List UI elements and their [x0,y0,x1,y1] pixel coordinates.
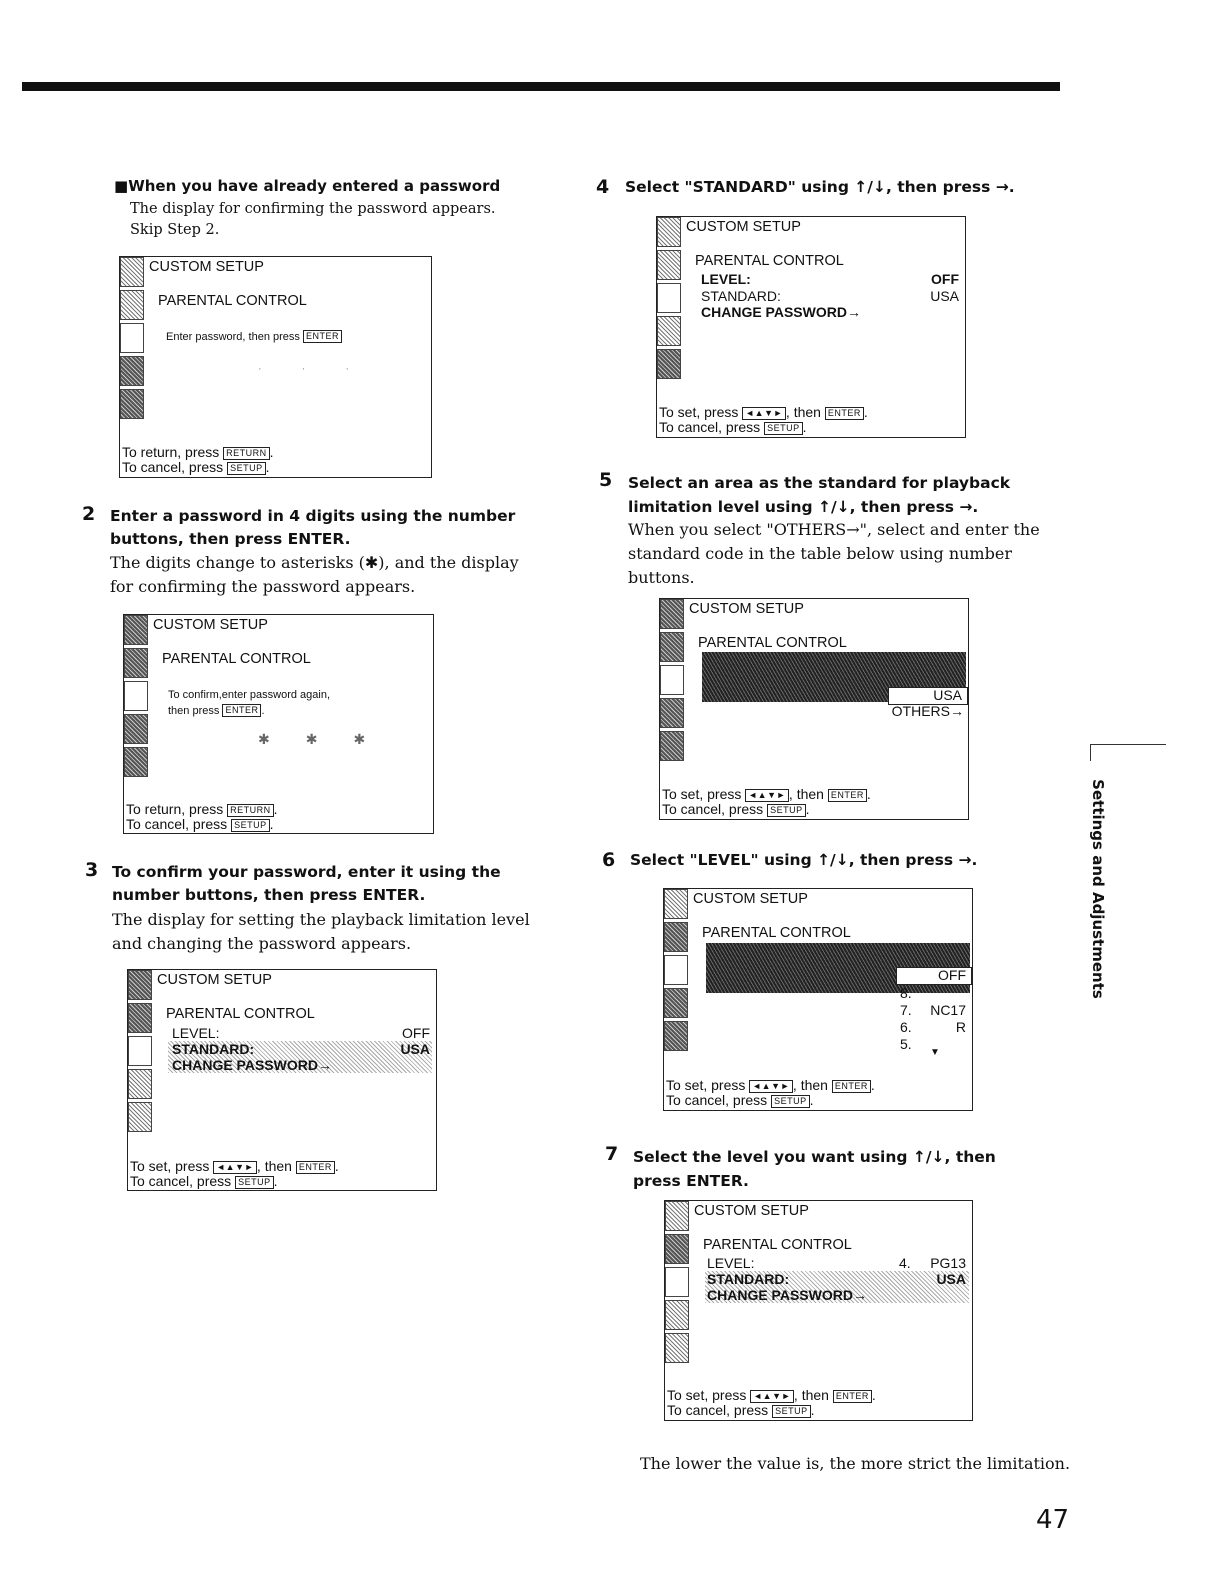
bullet: ■ [114,177,129,195]
osd-icon [124,615,148,645]
setup-key-icon: SETUP [227,462,266,475]
osd-change-password: CHANGE PASSWORD→ [701,304,861,320]
subheading [114,177,500,195]
osd-icon [120,389,144,419]
osd-footer-cancel: To cancel, press SETUP . [122,459,270,475]
osd-prompt: Enter password, then press ENTER [166,329,342,345]
osd-level-label: LEVEL: [172,1025,220,1041]
arrow-keys-icon: ◄▲▼► [742,407,786,420]
osd-icon [128,1036,152,1066]
osd-asterisks: ✱✱✱ [258,731,402,747]
osd-screen-select-standard [656,216,966,438]
osd-level-value: PG13 [930,1255,966,1271]
note-text: The lower the value is, the more strict the limitation. [640,1454,1071,1473]
osd-level-value: OFF [402,1025,430,1041]
osd-level-number: 4. [899,1255,911,1271]
step-heading: Select an area as the standard for playback limitation level using ↑/↓, then press →. [628,474,1011,516]
step-number: 4 [596,176,610,198]
osd-footer-return: To return, press RETURN . [126,801,278,817]
osd-level-8: 8. [900,985,912,1001]
osd-title: CUSTOM SETUP [153,617,268,633]
osd-icon [120,323,144,353]
enter-key-icon: ENTER [832,1080,871,1093]
osd-change-password: CHANGE PASSWORD→ [707,1287,867,1303]
enter-key-icon: ENTER [222,704,261,717]
enter-key-icon: ENTER [296,1161,335,1174]
osd-prompt-line2: then press ENTER . [168,705,265,717]
osd-icon [664,955,688,985]
enter-key-icon: ENTER [828,789,867,802]
osd-option-usa: USA [933,687,962,703]
osd-title: CUSTOM SETUP [157,972,272,988]
arrow-keys-icon: ◄▲▼► [749,1080,793,1093]
intro-text: The display for confirming the password appears. Skip Step 2. [130,201,496,238]
osd-icon [657,217,681,247]
osd-icon [128,1003,152,1033]
osd-icon [128,970,152,1000]
step-number: 7 [605,1143,619,1165]
return-key-icon: RETURN [223,447,270,460]
osd-icon [665,1234,689,1264]
osd-standard-label: STANDARD: [172,1041,255,1057]
step-number: 6 [602,849,616,871]
osd-icon [665,1267,689,1297]
osd-screen-password-confirm [123,614,434,834]
enter-key-icon: ENTER [825,407,864,420]
step-heading: Enter a password in 4 digits using the number buttons, then press ENTER. [110,507,516,548]
osd-footer-set: To set, press ◄▲▼► , then ENTER . [667,1387,876,1403]
enter-key-icon: ENTER [833,1390,872,1403]
setup-key-icon: SETUP [235,1176,274,1189]
osd-screen-parental-menu [127,969,437,1191]
osd-footer-return: To return, press RETURN . [122,444,274,460]
osd-icon [657,349,681,379]
arrow-keys-icon: ◄▲▼► [750,1390,794,1403]
osd-screen-password-entry [119,256,432,478]
osd-footer-set: To set, press ◄▲▼► , then ENTER . [662,786,871,802]
osd-screen-standard-options [659,598,969,820]
osd-icon-column [664,889,688,1054]
step-heading: Select "STANDARD" using ↑/↓, then press →. [625,178,1015,196]
osd-icon [124,681,148,711]
step-body: The display for setting the playback limitation level and changing the password appears. [112,910,530,953]
step-heading: Select the level you want using ↑/↓, then press ENTER. [633,1148,996,1190]
osd-icon [660,665,684,695]
osd-icon [128,1102,152,1132]
osd-standard-value: USA [936,1271,966,1287]
osd-standard-value: USA [930,288,959,304]
setup-key-icon: SETUP [771,1095,810,1108]
osd-icon [124,747,148,777]
osd-title: CUSTOM SETUP [689,601,804,617]
osd-icon [664,889,688,919]
osd-level-label: LEVEL: [707,1255,755,1271]
step-heading: Select "LEVEL" using ↑/↓, then press →. [630,851,978,869]
osd-prompt-line1: To confirm,enter password again, [168,689,331,701]
osd-icon-column [660,599,684,764]
osd-icon [660,632,684,662]
setup-key-icon: SETUP [231,819,270,832]
osd-icon [124,714,148,744]
osd-icon [124,648,148,678]
arrow-keys-icon: ◄▲▼► [745,789,789,802]
step-number: 5 [599,469,613,491]
setup-key-icon: SETUP [767,804,806,817]
osd-level-7-name: NC17 [930,1002,966,1018]
osd-footer-set: To set, press ◄▲▼► , then ENTER . [130,1158,339,1174]
osd-level-6-name: R [955,1019,966,1035]
osd-icon-column [665,1201,689,1366]
osd-icon [657,316,681,346]
return-key-icon: RETURN [227,804,274,817]
osd-icon [660,731,684,761]
osd-icon [665,1201,689,1231]
osd-subtitle: PARENTAL CONTROL [166,1006,315,1022]
osd-footer-set: To set, press ◄▲▼► , then ENTER . [659,404,868,420]
osd-title: CUSTOM SETUP [693,891,808,907]
scroll-down-icon: ▼ [930,1047,940,1058]
arrow-keys-icon: ◄▲▼► [213,1161,257,1174]
osd-icon [657,283,681,313]
osd-screen-level-selected [664,1200,973,1421]
osd-level-7: 7. [900,1002,912,1018]
osd-subtitle: PARENTAL CONTROL [703,1237,852,1253]
osd-subtitle: PARENTAL CONTROL [698,635,847,651]
setup-key-icon: SETUP [772,1405,811,1418]
step-heading: To confirm your password, enter it using the number buttons, then press ENTER. [112,863,501,904]
osd-footer-cancel: To cancel, press SETUP . [659,419,807,435]
osd-footer-cancel: To cancel, press SETUP . [130,1173,278,1189]
osd-level-5: 5. [900,1036,912,1052]
osd-footer-cancel: To cancel, press SETUP . [666,1092,814,1108]
setup-key-icon: SETUP [764,422,803,435]
osd-digit-slots: ··· [258,363,389,375]
osd-footer-set: To set, press ◄▲▼► , then ENTER . [666,1077,875,1093]
osd-icon-column [124,615,148,780]
step-body: The digits change to asterisks (✱), and the display for confirming the password appears. [110,553,519,596]
osd-icon-column [657,217,681,382]
page-number: 47 [1036,1505,1070,1535]
osd-subtitle: PARENTAL CONTROL [695,253,844,269]
osd-icon [120,290,144,320]
osd-icon [665,1300,689,1330]
enter-key-icon: ENTER [303,330,342,343]
osd-option-others: OTHERS→ [891,703,964,719]
step-body: When you select "OTHERS→", select and enter the standard code in the table below using number buttons. [628,520,1040,587]
osd-icon [128,1069,152,1099]
osd-icon [120,356,144,386]
osd-option-off: OFF [938,967,966,983]
osd-level-6: 6. [900,1019,912,1035]
step-number: 3 [85,859,99,881]
header-rule [22,82,1060,91]
osd-level-label: LEVEL: [701,271,751,287]
osd-change-password: CHANGE PASSWORD→ [172,1057,332,1073]
subheading-text: When you have already entered a password [128,177,501,195]
osd-icon [664,988,688,1018]
osd-standard-label: STANDARD: [707,1271,790,1287]
osd-icon [660,599,684,629]
osd-standard-label: STANDARD: [701,288,781,304]
osd-screen-level-options [663,888,973,1111]
osd-icon [665,1333,689,1363]
osd-footer-cancel: To cancel, press SETUP . [667,1402,815,1418]
osd-icon [664,922,688,952]
step-number: 2 [82,503,96,525]
osd-icon [657,250,681,280]
osd-icon [120,257,144,287]
osd-level-value: OFF [931,271,959,287]
osd-title: CUSTOM SETUP [686,219,801,235]
osd-title: CUSTOM SETUP [694,1203,809,1219]
osd-subtitle: PARENTAL CONTROL [162,651,311,667]
osd-icon [664,1021,688,1051]
osd-footer-cancel: To cancel, press SETUP . [126,816,274,832]
osd-subtitle: PARENTAL CONTROL [702,925,851,941]
osd-footer-cancel: To cancel, press SETUP . [662,801,810,817]
osd-icon-column [120,257,144,422]
osd-icon-column [128,970,152,1135]
section-tab-label: Settings and Adjustments [1089,779,1107,999]
osd-subtitle: PARENTAL CONTROL [158,293,307,309]
osd-standard-value: USA [400,1041,430,1057]
osd-icon [660,698,684,728]
osd-title: CUSTOM SETUP [149,259,264,275]
